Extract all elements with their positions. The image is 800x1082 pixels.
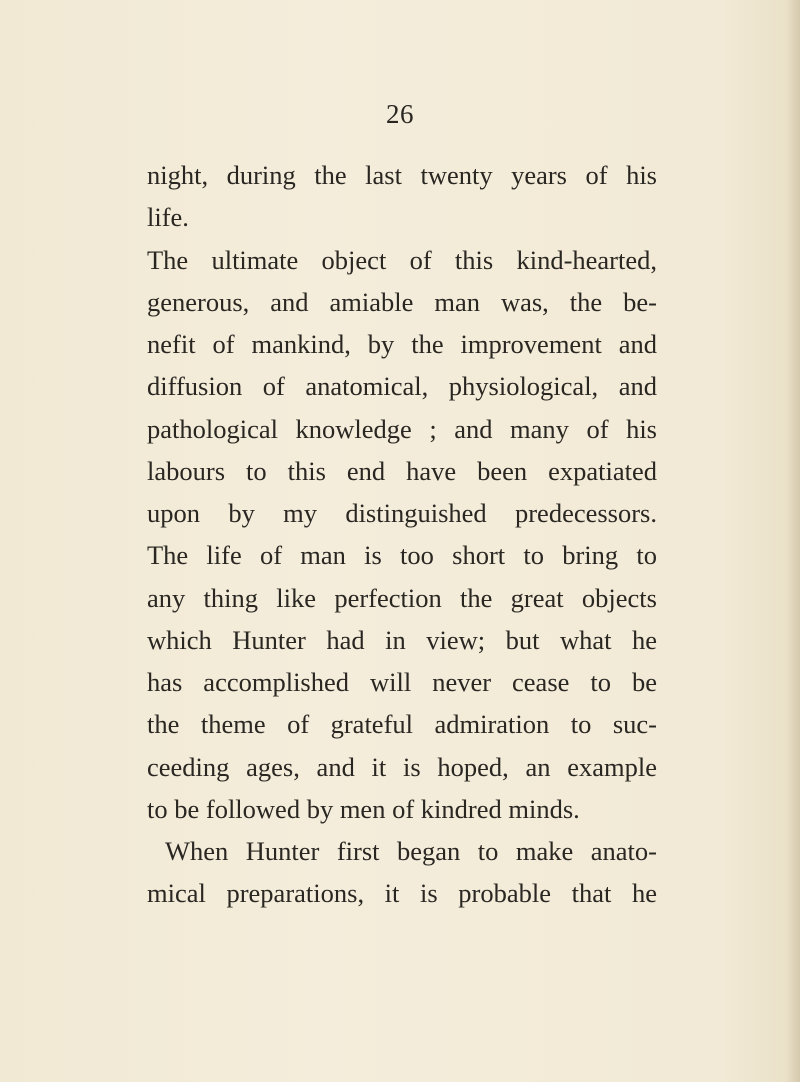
text-line: which Hunter had in view; but what he (147, 624, 657, 655)
text-line: pathological knowledge ; and many of his (147, 413, 657, 444)
text-line: generous, and amiable man was, the be- (147, 286, 657, 317)
text-line: The life of man is too short to bring to (147, 540, 657, 571)
text-line: labours to this end have been expatiated (147, 455, 657, 486)
text-line: upon by my distinguished predecessors. (147, 498, 657, 528)
page-edge-shadow (786, 0, 800, 1082)
text-line: nefit of mankind, by the improvement and (147, 329, 657, 359)
text-line: night, during the last twenty years of his (147, 160, 657, 190)
text-line: ceeding ages, and it is hoped, an example (147, 751, 657, 782)
paragraph-start-line: When Hunter first began to make anato- (165, 836, 657, 866)
text-line: has accomplished will never cease to be (147, 667, 657, 697)
text-line: the theme of grateful admiration to suc- (147, 709, 657, 740)
text-line: life. (147, 202, 189, 233)
body-text (147, 154, 657, 915)
text-line: any thing like perfection the great objects (147, 582, 657, 613)
paragraph-start-line: The ultimate object of this kind-hearted, (147, 244, 657, 275)
page-number: 26 (386, 99, 414, 129)
text-line: to be followed by men of kindred minds. (147, 793, 580, 824)
text-line: mical preparations, it is probable that he (147, 878, 657, 909)
text-line: diffusion of anatomical, physiological, and (147, 371, 657, 402)
